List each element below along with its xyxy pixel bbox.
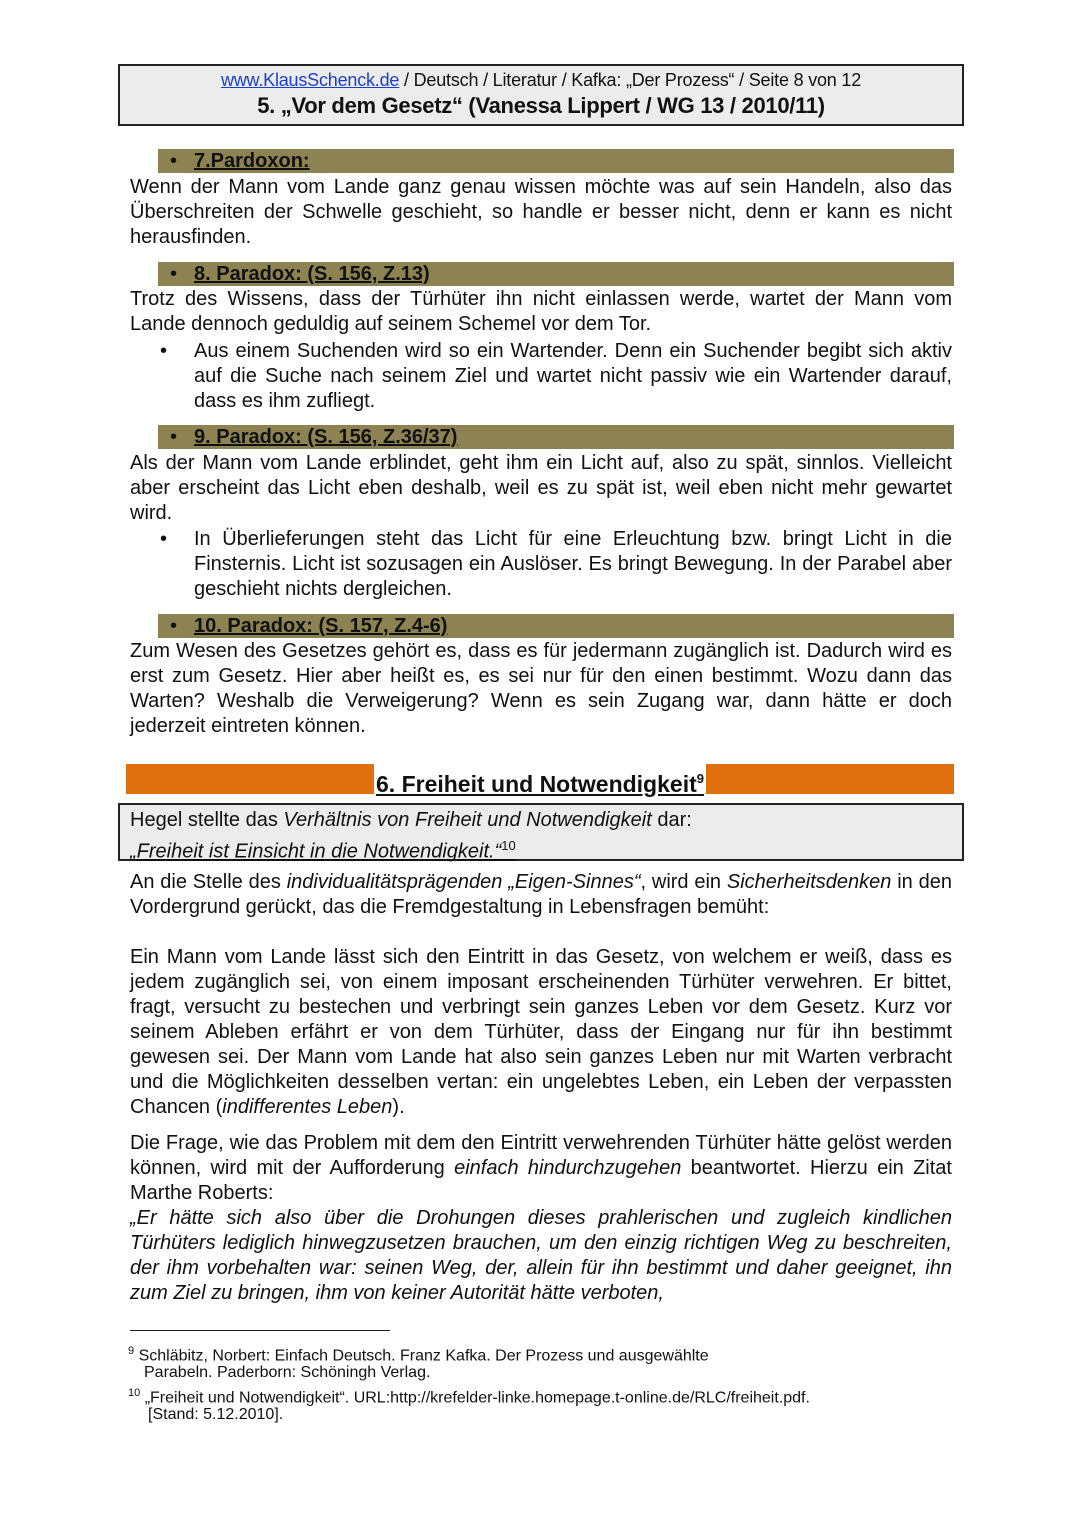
bullet: •	[160, 528, 168, 550]
site-link[interactable]: www.KlausSchenck.de	[220, 70, 400, 90]
paradox-7-heading: 7.Pardoxon:	[194, 150, 310, 172]
paradox-9-heading-bar	[158, 425, 954, 449]
paradox-9-text: Als der Mann vom Lande erblindet, geht ihm ein Licht auf, also zu spät, sinnlos. Vielleicht aber erscheint das Licht eben deshalb, weil es zu spät ist, weil eben nicht mehr gewartet wird.	[130, 452, 952, 524]
bullet: •	[170, 263, 178, 285]
paradox-8-bullet	[160, 339, 952, 414]
paragraph-1	[130, 870, 952, 920]
hegel-post: dar:	[651, 809, 692, 831]
footnote-separator	[130, 1330, 390, 1331]
paradox-10-body	[130, 639, 952, 739]
paradox-9-heading: 9. Paradox: (S. 156, Z.36/37)	[194, 426, 458, 448]
footnote-9-line1: Schläbitz, Norbert: Einfach Deutsch. Franz Kafka. Der Prozess und ausgewählte	[138, 1347, 709, 1365]
hegel-quote: „Freiheit ist Einsicht in die Notwendigkeit.“	[130, 840, 502, 863]
paragraph-2-text	[130, 945, 952, 1120]
footnote-10-line1[interactable]: „Freiheit und Notwendigkeit“. URL:http://krefelder-linke.homepage.t-online.de/RLC/freiheit.pdf.	[144, 1389, 810, 1407]
footnote-ref-10[interactable]: 10	[501, 838, 516, 853]
header-title: 5. „Vor dem Gesetz“ (Vanessa Lippert / WG 13 / 2010/11)	[257, 93, 825, 118]
paradox-10-heading-bar	[158, 614, 954, 638]
p3-em: einfach hindurchzugehen	[454, 1157, 682, 1179]
p2-end: ).	[392, 1096, 405, 1118]
paradox-9-bullet-text: In Überlieferungen steht das Licht für eine Erleuchtung bzw. bringt Licht in die Finsternis. Licht ist sozusagen ein Auslöser. Es bringt Bewegung. In der Parabel aber geschieht nichts dergleichen.	[194, 528, 952, 600]
footnote-10-cont: [Stand: 5.12.2010].	[148, 1406, 284, 1423]
header-path: / Deutsch / Literatur / Kafka: „Der Prozess“ / Seite 8 von 12	[399, 70, 862, 90]
paradox-7-body	[130, 175, 952, 250]
header-line	[120, 70, 962, 91]
p3-a: Die Frage, wie das Problem mit dem den Eintritt verwehrenden Türhüter hätte gelöst werden können, wird mit der Aufforderung	[130, 1132, 952, 1179]
footnote-ref-9[interactable]: 9	[696, 771, 704, 786]
footnote-9-number: 9	[128, 1345, 135, 1357]
paradox-10-text: Zum Wesen des Gesetzes gehört es, dass es für jedermann zugänglich ist. Dadurch wird es erst zum Gesetz. Hier aber heißt es, es sei nur für den einen bestimmt. Wozu dann das Warten? Weshalb die Verweigerung? Wenn es sein Zugang war, dann hätte er doch jederzeit eintreten können.	[130, 640, 952, 737]
paradox-9-body	[130, 451, 952, 526]
footnote-10-number: 10	[128, 1387, 141, 1399]
bullet: •	[160, 340, 168, 362]
section-6-heading-bar	[126, 764, 954, 797]
p2-text: Ein Mann vom Lande lässt sich den Eintritt in das Gesetz, von welchem er weiß, dass es jedem zugänglich sei, von einem imposant erscheinenden Türhüter verwehren. Er bittet, fragt, versucht zu bestechen und verbringt sein ganzes Leben vor dem Gesetz. Kurz vor seinem Ableben erfährt er von dem Türhüter, dass der Eingang nur für ihn bestimmt gewesen sei. Der Mann vom Lande hat also sein ganzes Leben nur mit Warten verbracht und die Möglichkeiten desselben vertan: ein ungelebtes Leben, ein Leben der verpassten Chancen (	[130, 946, 952, 1118]
paradox-8-heading: 8. Paradox: (S. 156, Z.13)	[194, 263, 430, 285]
paradox-9-bullet	[160, 527, 952, 602]
paradox-8-body	[130, 287, 952, 337]
paradox-10-heading: 10. Paradox: (S. 157, Z.4-6)	[194, 615, 448, 637]
paragraph-3	[130, 1131, 952, 1306]
paradox-7-text: Wenn der Mann vom Lande ganz genau wissen möchte was auf sein Handeln, also das Überschreiten der Schwelle geschieht, so handle er besser nicht, denn er kann es nicht herausfinden.	[130, 176, 952, 248]
p1-b: individualitätsprägenden „Eigen-Sinnes“	[286, 871, 641, 893]
hegel-em: Verhältnis von Freiheit und Notwendigkeit	[283, 809, 652, 831]
paradox-8-text: Trotz des Wissens, dass der Türhüter ihn nicht einlassen werde, wartet der Mann vom Lande dennoch geduldig auf seinem Schemel vor dem Tor.	[130, 288, 952, 335]
p1-d: Sicherheitsdenken	[726, 871, 892, 893]
p3-b: beantwortet. Hierzu ein Zitat Marthe Roberts:	[130, 1157, 952, 1204]
p1-c: , wird ein	[640, 871, 727, 893]
paragraph-2	[130, 945, 952, 1120]
hegel-pre: Hegel stellte das	[130, 809, 284, 831]
p1-e: in den Vordergrund gerückt, das die Fremdgestaltung in Lebensfragen bemüht:	[130, 871, 952, 918]
p1-a: An die Stelle des	[130, 871, 287, 893]
paradox-7-heading-bar	[158, 149, 954, 173]
bullet: •	[170, 426, 178, 448]
bullet: •	[170, 150, 178, 172]
page-header	[118, 64, 964, 126]
section-6-title-wrap	[374, 764, 706, 799]
bullet: •	[170, 615, 178, 637]
paragraph-3-text	[130, 1131, 952, 1206]
paradox-8-bullet-text: Aus einem Suchenden wird so ein Wartender. Denn ein Suchender begibt sich aktiv auf die Suche nach seinem Ziel und wartet nicht passiv wie ein Wartender darauf, dass es ihm zufliegt.	[194, 340, 952, 412]
hegel-quote-line	[130, 833, 516, 865]
hegel-quote-box	[118, 803, 964, 861]
section-6-title: 6. Freiheit und Notwendigkeit	[376, 770, 697, 797]
paradox-8-heading-bar	[158, 262, 954, 286]
hegel-intro	[130, 808, 692, 833]
footnote-9-cont: Parabeln. Paderborn: Schöningh Verlag.	[144, 1364, 431, 1381]
p2-em: indifferentes Leben	[222, 1096, 393, 1118]
roberts-quote: „Er hätte sich also über die Drohungen dieses prahlerischen und zugleich kindlichen Türhüters lediglich hinwegzusetzen brauchen, um den einzig richtigen Weg zu beschreiten, der ihm vorbehalten war: seinen Weg, der, allein für ihn bestimmt und daher geeignet, ihn zum Ziel zu bringen, ihm von keiner Autorität hätte verboten,	[130, 1207, 952, 1304]
paragraph-1-text	[130, 870, 952, 920]
